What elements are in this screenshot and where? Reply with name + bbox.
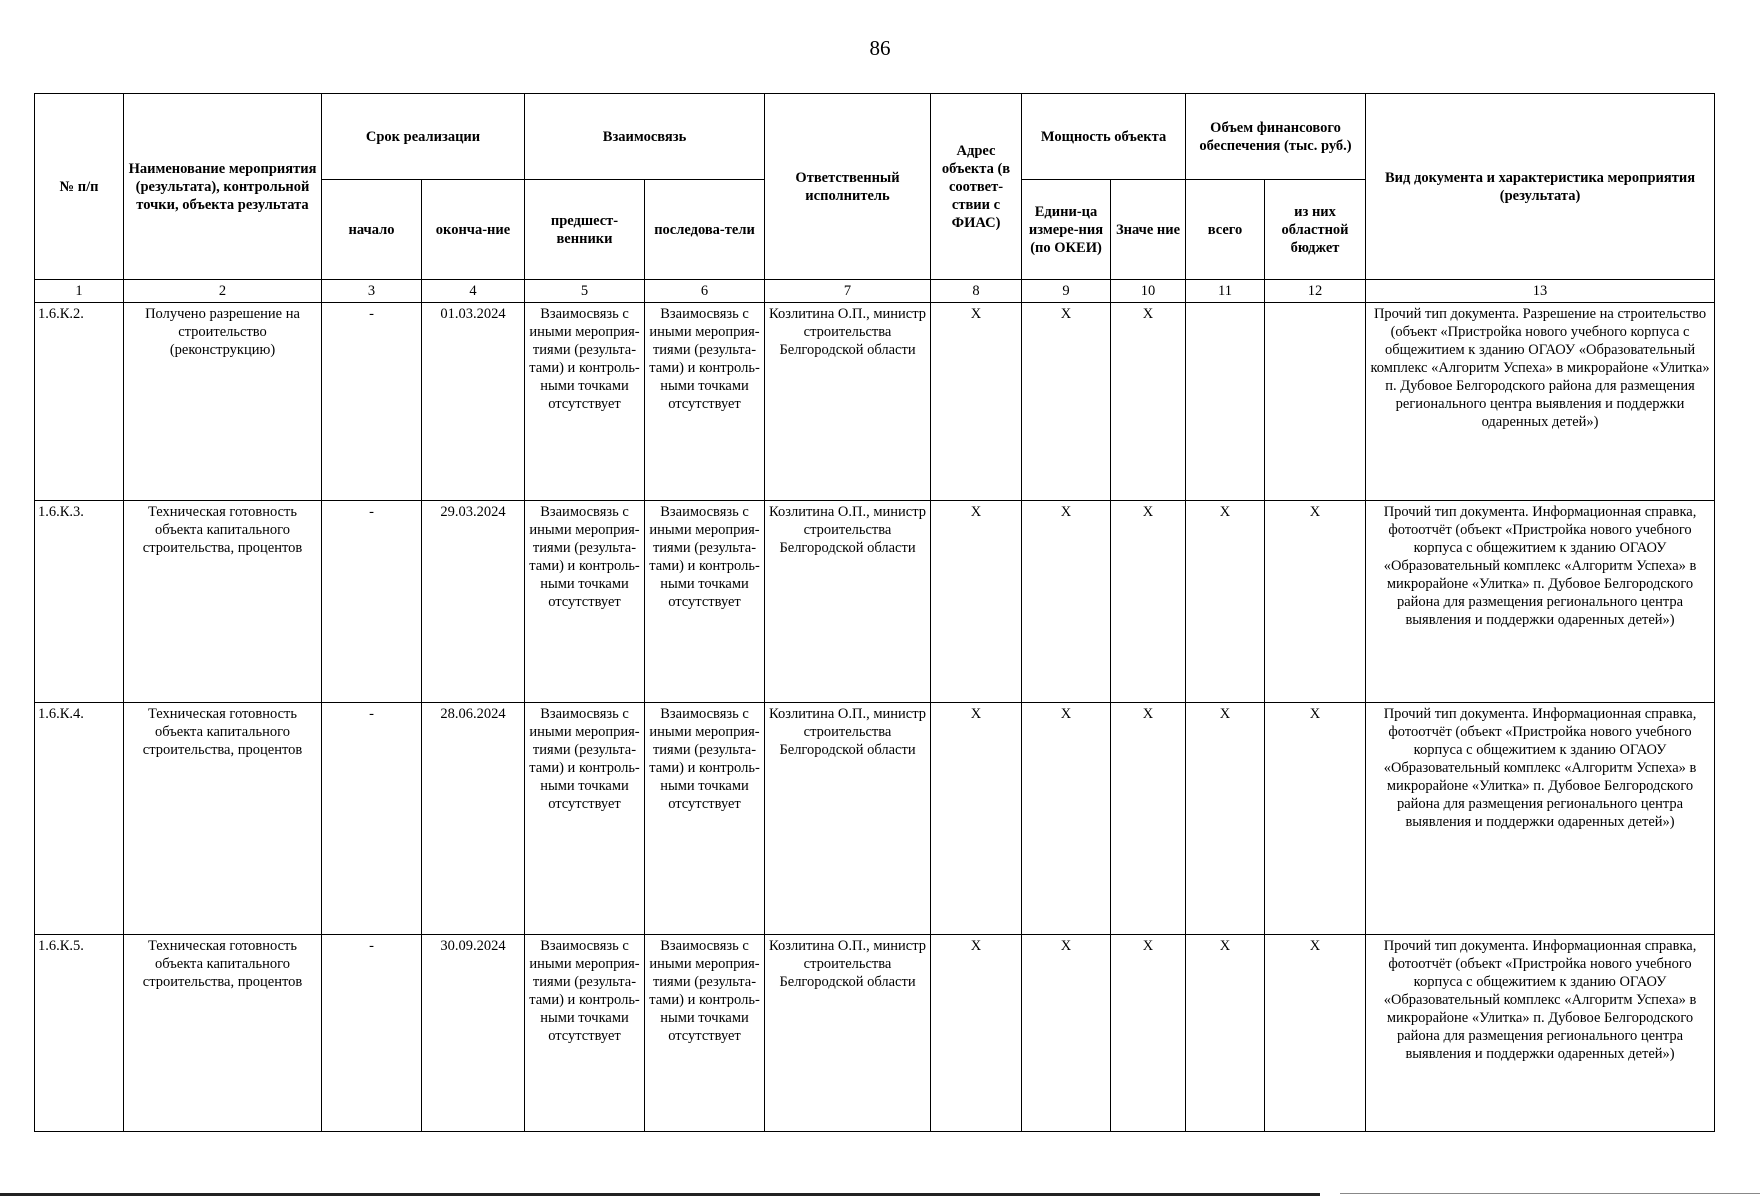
column-number: 1 xyxy=(35,280,124,303)
row-regional: Х xyxy=(1265,935,1366,1132)
column-number: 12 xyxy=(1265,280,1366,303)
column-number: 5 xyxy=(525,280,645,303)
row-end: 28.06.2024 xyxy=(422,703,525,935)
header-finance-total: всего xyxy=(1186,180,1265,280)
row-start: - xyxy=(322,501,422,703)
row-num: 1.6.К.5. xyxy=(35,935,124,1132)
header-link: Взаимосвязь xyxy=(525,94,765,180)
column-number: 11 xyxy=(1186,280,1265,303)
row-address: Х xyxy=(931,501,1022,703)
row-end: 30.09.2024 xyxy=(422,935,525,1132)
row-value: Х xyxy=(1111,303,1186,501)
row-start: - xyxy=(322,935,422,1132)
row-doc: Прочий тип документа. Информационная справка, фотоотчёт (объект «Пристройка нового учебного корпуса с общежитием к зданию ОГАОУ «Образовательный комплекс «Алгоритм Успеха» в микрорайоне «Улитка» п. Дубовое Белгородского района для размещения регионального центра выявления и поддержки одаренных детей») xyxy=(1366,703,1715,935)
row-start: - xyxy=(322,703,422,935)
column-number: 9 xyxy=(1022,280,1111,303)
row-total xyxy=(1186,303,1265,501)
header-period-start: начало xyxy=(322,180,422,280)
row-value: Х xyxy=(1111,935,1186,1132)
row-address: Х xyxy=(931,935,1022,1132)
row-prev: Взаимосвязь с иными мероприя-тиями (результа-тами) и контроль-ными точками отсутствует xyxy=(525,703,645,935)
header-link-next: последова-тели xyxy=(645,180,765,280)
table-row xyxy=(35,501,1715,703)
header-row-1 xyxy=(35,94,1715,180)
row-doc: Прочий тип документа. Информационная справка, фотоотчёт (объект «Пристройка нового учебного корпуса с общежитием к зданию ОГАОУ «Образовательный комплекс «Алгоритм Успеха» в микрорайоне «Улитка» п. Дубовое Белгородского района для размещения регионального центра выявления и поддержки одаренных детей») xyxy=(1366,501,1715,703)
header-address: Адрес объекта (в соответ-ствии с ФИАС) xyxy=(931,94,1022,280)
row-doc: Прочий тип документа. Разрешение на строительство (объект «Пристройка нового учебного корпуса с общежитием к зданию ОГАОУ «Образовательный комплекс «Алгоритм Успеха» в микрорайоне «Улитка» п. Дубовое Белгородского района для размещения регионального центра выявления и поддержки одаренных детей») xyxy=(1366,303,1715,501)
row-total: Х xyxy=(1186,501,1265,703)
column-number: 8 xyxy=(931,280,1022,303)
row-responsible: Козлитина О.П., министр строительства Белгородской области xyxy=(765,303,931,501)
row-name: Получено разрешение на строительство (реконструкцию) xyxy=(124,303,322,501)
row-next: Взаимосвязь с иными мероприя-тиями (результа-тами) и контроль-ными точками отсутствует xyxy=(645,935,765,1132)
row-num: 1.6.К.4. xyxy=(35,703,124,935)
header-period-end: оконча-ние xyxy=(422,180,525,280)
header-doc: Вид документа и характеристика мероприятия (результата) xyxy=(1366,94,1715,280)
column-number: 4 xyxy=(422,280,525,303)
table-row xyxy=(35,935,1715,1132)
header-name: Наименование мероприятия (результата), контрольной точки, объекта результата xyxy=(124,94,322,280)
column-number: 7 xyxy=(765,280,931,303)
row-unit: Х xyxy=(1022,501,1111,703)
row-doc: Прочий тип документа. Информационная справка, фотоотчёт (объект «Пристройка нового учебного корпуса с общежитием к зданию ОГАОУ «Образовательный комплекс «Алгоритм Успеха» в микрорайоне «Улитка» п. Дубовое Белгородского района для размещения регионального центра выявления и поддержки одаренных детей») xyxy=(1366,935,1715,1132)
row-responsible: Козлитина О.П., министр строительства Белгородской области xyxy=(765,935,931,1132)
row-unit: Х xyxy=(1022,703,1111,935)
row-address: Х xyxy=(931,303,1022,501)
row-end: 01.03.2024 xyxy=(422,303,525,501)
column-number: 6 xyxy=(645,280,765,303)
row-prev: Взаимосвязь с иными мероприя-тиями (результа-тами) и контроль-ными точками отсутствует xyxy=(525,935,645,1132)
row-next: Взаимосвязь с иными мероприя-тиями (результа-тами) и контроль-ными точками отсутствует xyxy=(645,501,765,703)
column-number: 3 xyxy=(322,280,422,303)
row-value: Х xyxy=(1111,703,1186,935)
row-total: Х xyxy=(1186,935,1265,1132)
table-row xyxy=(35,703,1715,935)
row-unit: Х xyxy=(1022,935,1111,1132)
row-responsible: Козлитина О.П., министр строительства Белгородской области xyxy=(765,703,931,935)
row-unit: Х xyxy=(1022,303,1111,501)
row-regional: Х xyxy=(1265,501,1366,703)
header-num: № п/п xyxy=(35,94,124,280)
column-number: 10 xyxy=(1111,280,1186,303)
row-regional: Х xyxy=(1265,703,1366,935)
row-total: Х xyxy=(1186,703,1265,935)
header-finance: Объем финансового обеспечения (тыс. руб.) xyxy=(1186,94,1366,180)
header-link-prev: предшест-венники xyxy=(525,180,645,280)
row-num: 1.6.К.3. xyxy=(35,501,124,703)
header-responsible: Ответственный исполнитель xyxy=(765,94,931,280)
column-number: 13 xyxy=(1366,280,1715,303)
row-next: Взаимосвязь с иными мероприя-тиями (результа-тами) и контроль-ными точками отсутствует xyxy=(645,303,765,501)
row-value: Х xyxy=(1111,501,1186,703)
row-address: Х xyxy=(931,703,1022,935)
plan-table xyxy=(34,93,1715,1132)
row-name: Техническая готовность объекта капитального строительства, процентов xyxy=(124,501,322,703)
row-num: 1.6.К.2. xyxy=(35,303,124,501)
row-start: - xyxy=(322,303,422,501)
row-prev: Взаимосвязь с иными мероприя-тиями (результа-тами) и контроль-ными точками отсутствует xyxy=(525,303,645,501)
table-row xyxy=(35,303,1715,501)
column-number: 2 xyxy=(124,280,322,303)
header-capacity-unit: Едини-ца измере-ния (по ОКЕИ) xyxy=(1022,180,1111,280)
header-period: Срок реализации xyxy=(322,94,525,180)
bottom-scan-edge xyxy=(0,1193,1320,1196)
row-end: 29.03.2024 xyxy=(422,501,525,703)
row-regional xyxy=(1265,303,1366,501)
column-numbers-row xyxy=(35,280,1715,303)
row-name: Техническая готовность объекта капитального строительства, процентов xyxy=(124,703,322,935)
header-capacity-value: Значе ние xyxy=(1111,180,1186,280)
row-responsible: Козлитина О.П., министр строительства Белгородской области xyxy=(765,501,931,703)
header-finance-regional: из них областной бюджет xyxy=(1265,180,1366,280)
row-prev: Взаимосвязь с иными мероприя-тиями (результа-тами) и контроль-ными точками отсутствует xyxy=(525,501,645,703)
row-name: Техническая готовность объекта капитального строительства, процентов xyxy=(124,935,322,1132)
header-capacity: Мощность объекта xyxy=(1022,94,1186,180)
page-number: 86 xyxy=(869,36,891,60)
bottom-scan-edge xyxy=(1340,1193,1760,1194)
row-next: Взаимосвязь с иными мероприя-тиями (результа-тами) и контроль-ными точками отсутствует xyxy=(645,703,765,935)
